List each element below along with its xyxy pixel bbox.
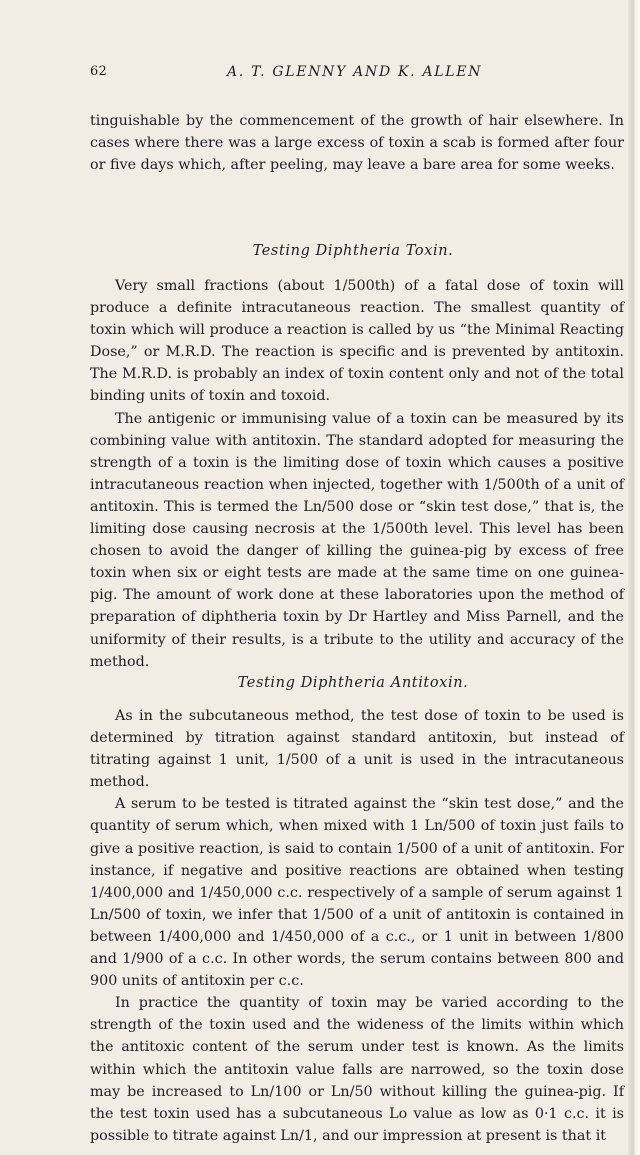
section-heading-antitoxin: Testing Diphtheria Antitoxin. [237,675,469,691]
paragraph: Very small fractions (about 1/500th) of a fatal dose of toxin will produce a definite intracutaneous reaction. The smallest quantity of toxin which will produce a reaction is called by us “the Minimal Reacting Dose,” or M.R.D. The reaction is specific and is prevented by antitoxin. The M.R.D. is probably an index of toxin content only and not of the total binding units of toxin and toxoid. [90,278,624,405]
page-number: 62 [90,64,107,79]
page-header [90,64,616,84]
section-toxin-body [90,275,624,673]
page-edge [628,0,640,1155]
paragraph: As in the subcutaneous method, the test dose of toxin to be used is determined by titration against standard antitoxin, but instead of titrating against 1 unit, 1/500 of a unit is used in the intracutaneous method. [90,708,624,791]
section-heading-toxin: Testing Diphtheria Toxin. [252,243,454,259]
paragraph: A serum to be tested is titrated against the “skin test dose,” and the quantity of serum which, when mixed with 1 Ln/500 of toxin just fails to give a positive reaction, is said to contain 1/500 of a unit of antitoxin. For instance, if negative and positive reactions are obtained when testing 1/400,000 and 1/450,000 c.c. respectively of a sample of serum against 1 Ln/500 of toxin, we infer that 1/500 of a unit of antitoxin is contained in between 1/400,000 and 1/450,000 of a c.c., or 1 unit in between 1/800 and 1/900 of a c.c. In other words, the serum contains between 800 and 900 units of antitoxin per c.c. [90,796,624,990]
paragraph: The antigenic or immunising value of a toxin can be measured by its combining value with antitoxin. The standard adopted for measuring the strength of a toxin is the limiting dose of toxin which causes a positive intracutaneous reaction when injected, together with 1/500th of a unit of antitoxin. This is termed the Ln/500 dose or “skin test dose,” that is, the limiting dose causing necrosis at the 1/500th level. This level has been chosen to avoid the danger of killing the guinea-pig by excess of free toxin when six or eight tests are made at the same time on one guinea-pig. The amount of work done at these laboratories upon the method of preparation of diphtheria toxin by Dr Hartley and Miss Parnell, and the uniformity of their results, is a tribute to the utility and accuracy of the method. [90,410,624,670]
running-head: A. T. GLENNY AND K. ALLEN [227,64,483,80]
opening-text-block [90,110,624,176]
section-antitoxin-body [90,705,624,1147]
paragraph-continuation: tinguishable by the commencement of the growth of hair elsewhere. In cases where there was a large excess of toxin a scab is formed after four or five days which, after peeling, may leave a bare area for some weeks. [90,113,624,174]
paragraph: In practice the quantity of toxin may be varied according to the strength of the toxin used and the wideness of the limits within which the antitoxic content of the serum under test is known. As the limits within which the antitoxin value falls are narrowed, so the toxin dose may be increased to Ln/100 or Ln/50 without killing the guinea-pig. If the test toxin used has a subcutaneous Lo value as low as 0·1 c.c. it is possible to titrate against Ln/1, and our impression at present is that it [90,995,624,1144]
